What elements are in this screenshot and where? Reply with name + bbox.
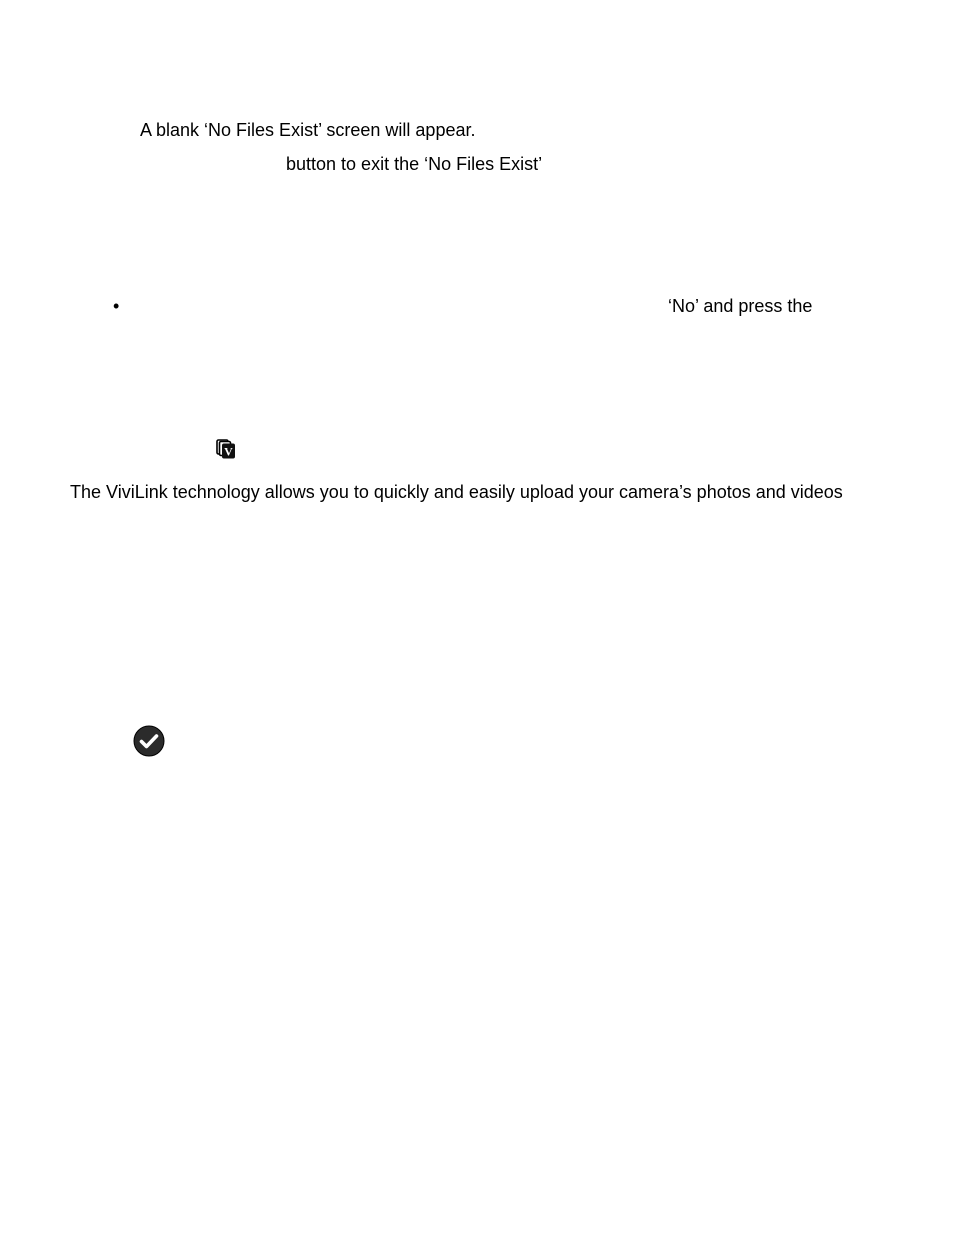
no-files-screen-text: A blank ‘No Files Exist’ screen will appear. [140,120,476,140]
exit-button-instruction-text: button to exit the ‘No Files Exist’ [286,154,543,174]
bullet-point: • [113,296,120,316]
vivilink-description-text: The ViviLink technology allows you to quickly and easily upload your camera’s photos and videos [70,482,843,502]
select-no-instruction-text: ‘No’ and press the [668,296,813,316]
vivilink-icon [215,438,237,460]
vivilink-letter: V [224,444,233,459]
checkmark-icon [133,725,165,757]
